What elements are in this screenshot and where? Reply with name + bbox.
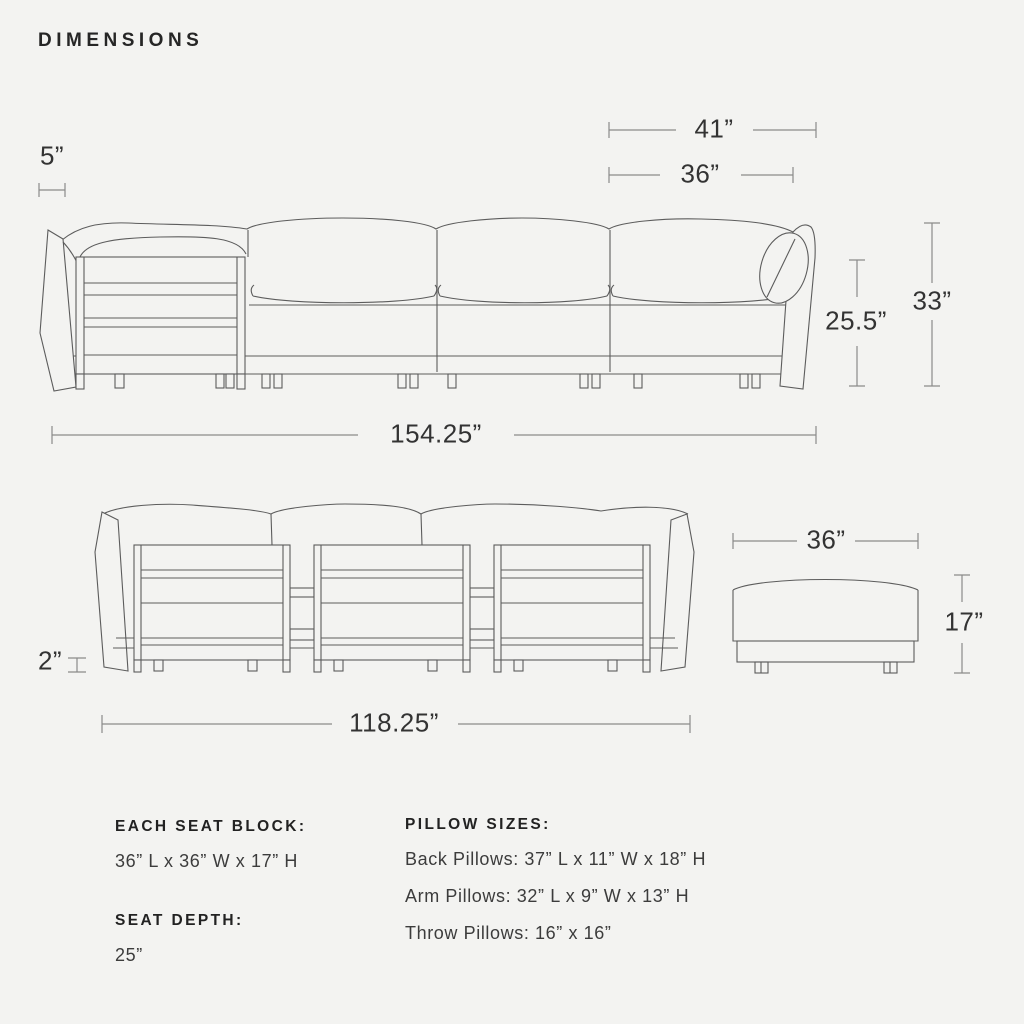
dim-label-seat-with-arm: 41” (694, 113, 734, 144)
dim-label-seat-width: 36” (680, 158, 720, 189)
dim-line-leg-height (68, 658, 86, 672)
sofa-back-view-drawing (95, 504, 694, 672)
seat-depth-heading: SEAT DEPTH: (115, 912, 244, 929)
dim-label-leg-height: 2” (37, 645, 63, 676)
arm-pillows-value: Arm Pillows: 32” L x 9” W x 13” H (405, 886, 690, 906)
seat-block-value: 36” L x 36” W x 17” H (115, 851, 298, 871)
seat-specs-column (115, 818, 306, 982)
dim-label-ottoman-height: 17” (944, 606, 984, 637)
dim-label-overall-length: 154.25” (390, 418, 482, 449)
sofa-front-view-drawing (40, 218, 816, 391)
seat-depth-value: 25” (115, 945, 143, 965)
pillow-sizes-heading: PILLOW SIZES: (405, 816, 551, 833)
pillow-specs-column (405, 816, 706, 960)
dim-label-arm-width: 5” (39, 140, 65, 171)
dim-label-ottoman-width: 36” (806, 524, 846, 555)
page-title: DIMENSIONS (38, 30, 204, 51)
ottoman-drawing (733, 580, 918, 674)
dim-line-arm-width (39, 183, 65, 197)
dim-label-back-frame-length: 118.25” (349, 707, 439, 738)
seat-block-heading: EACH SEAT BLOCK: (115, 818, 307, 835)
dim-label-seat-back-height: 25.5” (825, 305, 887, 336)
throw-pillows-value: Throw Pillows: 16” x 16” (405, 923, 612, 943)
dim-label-overall-height: 33” (912, 285, 952, 316)
back-pillows-value: Back Pillows: 37” L x 11” W x 18” H (405, 849, 707, 869)
